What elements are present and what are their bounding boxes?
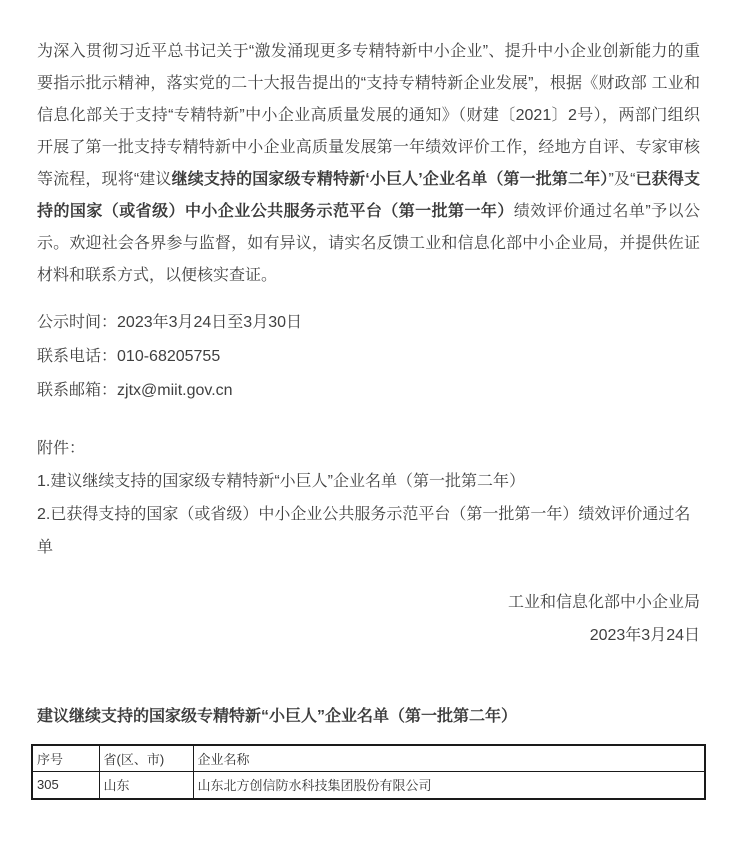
table-header-index: 序号: [32, 745, 99, 771]
table-cell-company: 山东北方创信防水科技集团股份有限公司: [193, 771, 705, 799]
table-header-company: 企业名称: [193, 745, 705, 771]
signature-block: [37, 586, 700, 652]
attachments-block: [37, 432, 700, 564]
contact-phone-value: 010-68205755: [117, 348, 221, 365]
contact-email-value: zjtx@miit.gov.cn: [117, 382, 233, 399]
bold-list-name-2: 已获得支持的国家（或省级）中小企业公共服务示范平台（第一批第一年）: [37, 171, 700, 220]
signature-org: 工业和信息化部中小企业局: [507, 594, 700, 611]
contact-phone-label: 联系电话：: [37, 348, 118, 365]
paragraph-text-lead: 为深入贯彻习近平总书记关于“激发涌现更多专精特新中小企业”、提升中小企业创新能力的重要指示批示精神，落实党的二十大报告提出的“支持专精特新企业发展”，根据《财政部 工业和信息化部关于支持“专精特新”中小企业高质量发展的通知》（财建〔2021〕2号），两部门组织开展了第一批支持专精特新中小企业高质量发展第一年绩效评价工作，经地方自评、专家审核等流程，现将“建议: [37, 43, 700, 188]
announcement-paragraph: [37, 36, 700, 292]
paragraph-text-tail: 绩效评价通过名单”予以公示。欢迎社会各界参与监督，如有异议，请实名反馈工业和信息化部中小企业局，并提供佐证材料和联系方式，以便核实查证。: [37, 203, 700, 284]
public-notice-period-value: 2023年3月24日至3月30日: [117, 314, 303, 331]
attachments-label: 附件：: [37, 440, 86, 457]
contact-email: [37, 374, 700, 408]
contact-phone: [37, 340, 700, 374]
table-header-province: 省(区、市): [99, 745, 193, 771]
table-cell-province: 山东: [99, 771, 193, 799]
attachment-item-2: 2.已获得支持的国家（或省级）中小企业公共服务示范平台（第一批第一年）绩效评价通过名单: [37, 506, 691, 556]
public-notice-period-label: 公示时间：: [37, 314, 118, 331]
paragraph-text-connector: ”及“: [608, 171, 636, 188]
table-cell-index: 305: [32, 771, 99, 799]
contact-info-block: [37, 306, 700, 408]
bold-list-name-1: 继续支持的国家级专精特新‘小巨人’企业名单（第一批第二年）: [171, 171, 609, 188]
table-title: 建议继续支持的国家级专精特新“小巨人”企业名单（第一批第二年）: [37, 708, 518, 725]
attachment-item-1: 1.建议继续支持的国家级专精特新“小巨人”企业名单（第一批第二年）: [37, 473, 526, 490]
table-header-row: [32, 745, 705, 771]
table-row: [32, 771, 705, 799]
public-notice-period: [37, 306, 700, 340]
contact-email-label: 联系邮箱：: [37, 382, 118, 399]
signature-date: 2023年3月24日: [589, 627, 700, 644]
enterprise-roster-table: [31, 744, 706, 800]
